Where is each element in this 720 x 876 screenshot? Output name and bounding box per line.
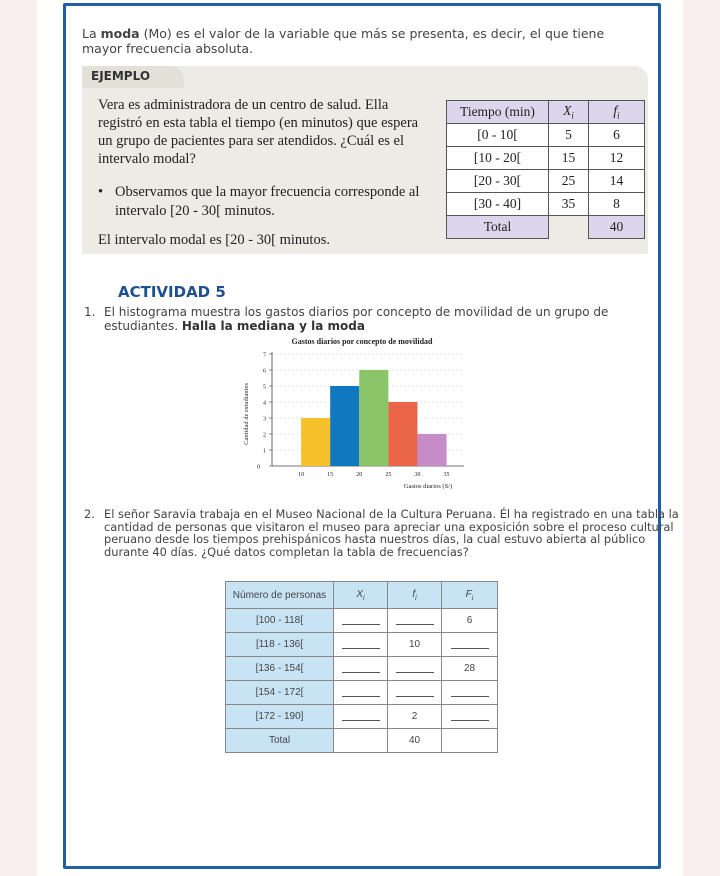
- answer-line: [396, 687, 434, 697]
- table-cell: 6: [442, 609, 498, 633]
- table-header: $F_i$: [442, 582, 498, 609]
- table-cell: [136 - 154[: [226, 657, 334, 681]
- empty-cell: [334, 729, 388, 753]
- blank-answer: [442, 633, 498, 657]
- table-row: [226, 609, 498, 633]
- chart-title: Gastos diarios por concepto de movilidad: [291, 337, 433, 346]
- table-cell: 28: [442, 657, 498, 681]
- total-value: 40: [388, 729, 442, 753]
- histogram-bar: [417, 434, 446, 466]
- answer-line: [342, 639, 380, 649]
- table-cell: 6: [589, 124, 645, 147]
- table-cell: [154 - 172[: [226, 681, 334, 705]
- empty-cell: [549, 216, 589, 239]
- x-tick-label: 25: [385, 472, 392, 478]
- table-cell: 12: [589, 147, 645, 170]
- example-bullet-text: Observamos que la mayor frecuencia corresponde al intervalo [20 - 30[ minutos.: [115, 184, 420, 219]
- question-1: [84, 305, 644, 333]
- histogram-bar: [330, 386, 359, 466]
- empty-cell: [442, 729, 498, 753]
- table-cell: [0 - 10[: [447, 124, 549, 147]
- answer-line: [342, 687, 380, 697]
- table-header: $f_i$: [589, 101, 645, 124]
- y-tick-label: 2: [263, 432, 266, 439]
- blank-answer: [334, 705, 388, 729]
- y-tick-label: 6: [263, 368, 266, 375]
- table-total-row: [226, 729, 498, 753]
- answer-line: [396, 663, 434, 673]
- example-frequency-table: [446, 100, 645, 239]
- example-paragraph: Vera es administradora de un centro de salud. Ella registró en esta tabla el tiempo (en minutos) que espera un grupo de pacientes para ser atendidos. ¿Cuál es el intervalo modal?: [98, 97, 419, 167]
- y-tick-label: 4: [263, 400, 266, 407]
- table-row: [447, 124, 645, 147]
- table-row: [226, 681, 498, 705]
- y-tick-label: 7: [263, 352, 266, 359]
- table-cell: 14: [589, 170, 645, 193]
- x-axis-label: Gastos diarios (S/): [403, 483, 453, 490]
- table-total-row: [447, 216, 645, 239]
- total-label: Total: [447, 216, 549, 239]
- table-cell: 25: [549, 170, 589, 193]
- y-tick-label: 5: [263, 384, 266, 391]
- histogram-chart: [236, 332, 476, 492]
- question-2: [84, 508, 684, 558]
- table-cell: [10 - 20[: [447, 147, 549, 170]
- answer-line: [451, 639, 489, 649]
- x-tick-label: 20: [356, 472, 363, 478]
- table-cell: 5: [549, 124, 589, 147]
- answer-line: [451, 687, 489, 697]
- blank-answer: [388, 681, 442, 705]
- histogram-bar: [301, 418, 330, 466]
- answer-line: [451, 711, 489, 721]
- x-tick-label: 10: [298, 472, 305, 478]
- table-cell: 8: [589, 193, 645, 216]
- x-tick-label: 30: [414, 472, 421, 478]
- table-row: [226, 705, 498, 729]
- answer-line: [342, 663, 380, 673]
- histogram-bar: [359, 370, 388, 466]
- blank-answer: [334, 633, 388, 657]
- table-cell: 35: [549, 193, 589, 216]
- histogram-bar: [388, 402, 417, 466]
- table-cell: 15: [549, 147, 589, 170]
- table-header: $f_i$: [388, 582, 442, 609]
- total-value: 40: [589, 216, 645, 239]
- answer-line: [342, 711, 380, 721]
- question-2-text: El señor Saravia trabaja en el Museo Nacional de la Cultura Peruana. Él ha registrado en una tabla la cantidad de personas que visitaron el museo para apreciar una exposición sobre el proceso cultural peruano desde los tiempos prehispánicos hasta nuestros días, la cual estuvo abierta al público durante 40 días. ¿Qué datos completan la tabla de frecuencias?: [104, 507, 679, 559]
- blank-answer: [442, 681, 498, 705]
- example-label: EJEMPLO: [91, 69, 151, 83]
- y-tick-label: 3: [263, 416, 266, 423]
- blank-answer: [334, 657, 388, 681]
- table-row: [447, 170, 645, 193]
- activity-title: ACTIVIDAD 5: [118, 283, 226, 301]
- table-cell: 10: [388, 633, 442, 657]
- y-axis-label: Cantidad de estudiantes: [243, 383, 250, 445]
- table-header: Número de personas: [226, 582, 334, 609]
- y-tick-label: 1: [263, 448, 266, 455]
- total-label: Total: [226, 729, 334, 753]
- question-number: 1.: [84, 305, 96, 319]
- question-1-text: El histograma muestra los gastos diarios por concepto de movilidad de un grupo de estudiantes. Halla la mediana y la moda: [104, 305, 609, 333]
- table-row: [447, 147, 645, 170]
- y-tick-label: 0: [257, 464, 260, 471]
- table-row: [447, 193, 645, 216]
- table-row: [226, 633, 498, 657]
- answer-line: [342, 615, 380, 625]
- table-header: $X_i$: [334, 582, 388, 609]
- table-cell: [172 - 190]: [226, 705, 334, 729]
- x-tick-label: 15: [327, 472, 334, 478]
- table-cell: [20 - 30[: [447, 170, 549, 193]
- table-row: [226, 657, 498, 681]
- blank-answer: [334, 681, 388, 705]
- table-cell: [118 - 136[: [226, 633, 334, 657]
- question-number: 2.: [84, 507, 95, 521]
- visitors-frequency-table: [225, 581, 498, 753]
- table-header: $X_i$: [549, 101, 589, 124]
- x-tick-label: 35: [443, 472, 450, 478]
- table-header: Tiempo (min): [447, 101, 549, 124]
- example-bullet: [98, 183, 428, 221]
- blank-answer: [334, 609, 388, 633]
- example-conclusion: El intervalo modal es [20 - 30[ minutos.: [98, 232, 330, 248]
- table-cell: [100 - 118[: [226, 609, 334, 633]
- blank-answer: [442, 705, 498, 729]
- bullet-icon: •: [98, 184, 104, 200]
- moda-definition: La moda (Mo) es el valor de la variable que más se presenta, es decir, el que tiene mayor frecuencia absoluta.: [82, 26, 605, 56]
- answer-line: [396, 615, 434, 625]
- table-cell: 2: [388, 705, 442, 729]
- blank-answer: [388, 609, 442, 633]
- table-cell: [30 - 40]: [447, 193, 549, 216]
- blank-answer: [388, 657, 442, 681]
